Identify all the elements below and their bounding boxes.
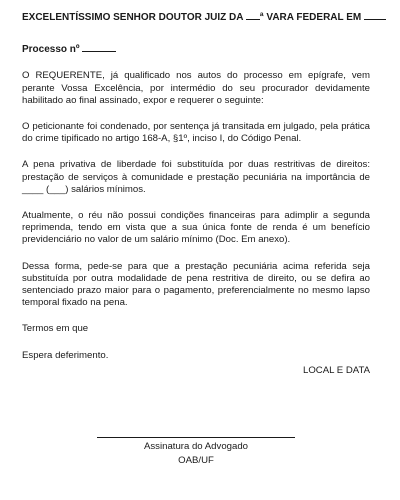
signature-line <box>97 437 295 438</box>
city-blank <box>364 10 386 20</box>
signature-oab: OAB/UF <box>178 455 214 466</box>
paragraph-conviction: O peticionante foi condenado, por sentença já transitada em julgado, pela prática do crime tipificado no artigo 168-A, §1º, inciso I, do Código Penal. <box>22 121 370 145</box>
document-header <box>22 10 370 24</box>
paragraph-penalty: A pena privativa de liberdade foi substituída por duas restritivas de direitos: prestação de serviços à comunidade e prestação pecuniária na importância de ____ (___) salários mínimos. <box>22 159 370 195</box>
closing-request: Espera deferimento. <box>22 349 109 361</box>
paragraph-request: Dessa forma, pede-se para que a prestação pecuniária acima referida seja substituída por outra modalidade de pena restritiva de direito, ou se defira ao sentenciado prazo maior para o pagamento, preferencialmente no mesmo lapso temporal fixado na pena. <box>22 260 370 309</box>
signature-name: Assinatura do Advogado <box>143 441 248 452</box>
header-text-start: EXCELENTÍSSIMO SENHOR DOUTOR JUIZ DA <box>22 12 246 23</box>
vara-number-blank <box>246 10 260 20</box>
paragraph-financial-condition: Atualmente, o réu não possui condições financeiras para adimplir a segunda reprimenda, tendo em vista que a sua única fonte de renda é um benefício previdenciário no valor de um salário mínimo (Doc. Em anexo). <box>22 210 370 246</box>
process-label: Processo nº <box>22 44 83 56</box>
closing-terms: Termos em que <box>22 323 89 335</box>
header-text-end: ª VARA FEDERAL EM <box>259 12 364 23</box>
process-number-blank <box>82 42 116 52</box>
process-number-line <box>22 42 370 56</box>
place-and-date: LOCAL E DATA <box>303 365 370 376</box>
paragraph-intro: O REQUERENTE, já qualificado nos autos do processo em epígrafe, vem perante Vossa Excelência, por intermédio do seu procurador devidamente habilitado ao final assinado, expor e requerer o seguinte: <box>22 70 370 106</box>
